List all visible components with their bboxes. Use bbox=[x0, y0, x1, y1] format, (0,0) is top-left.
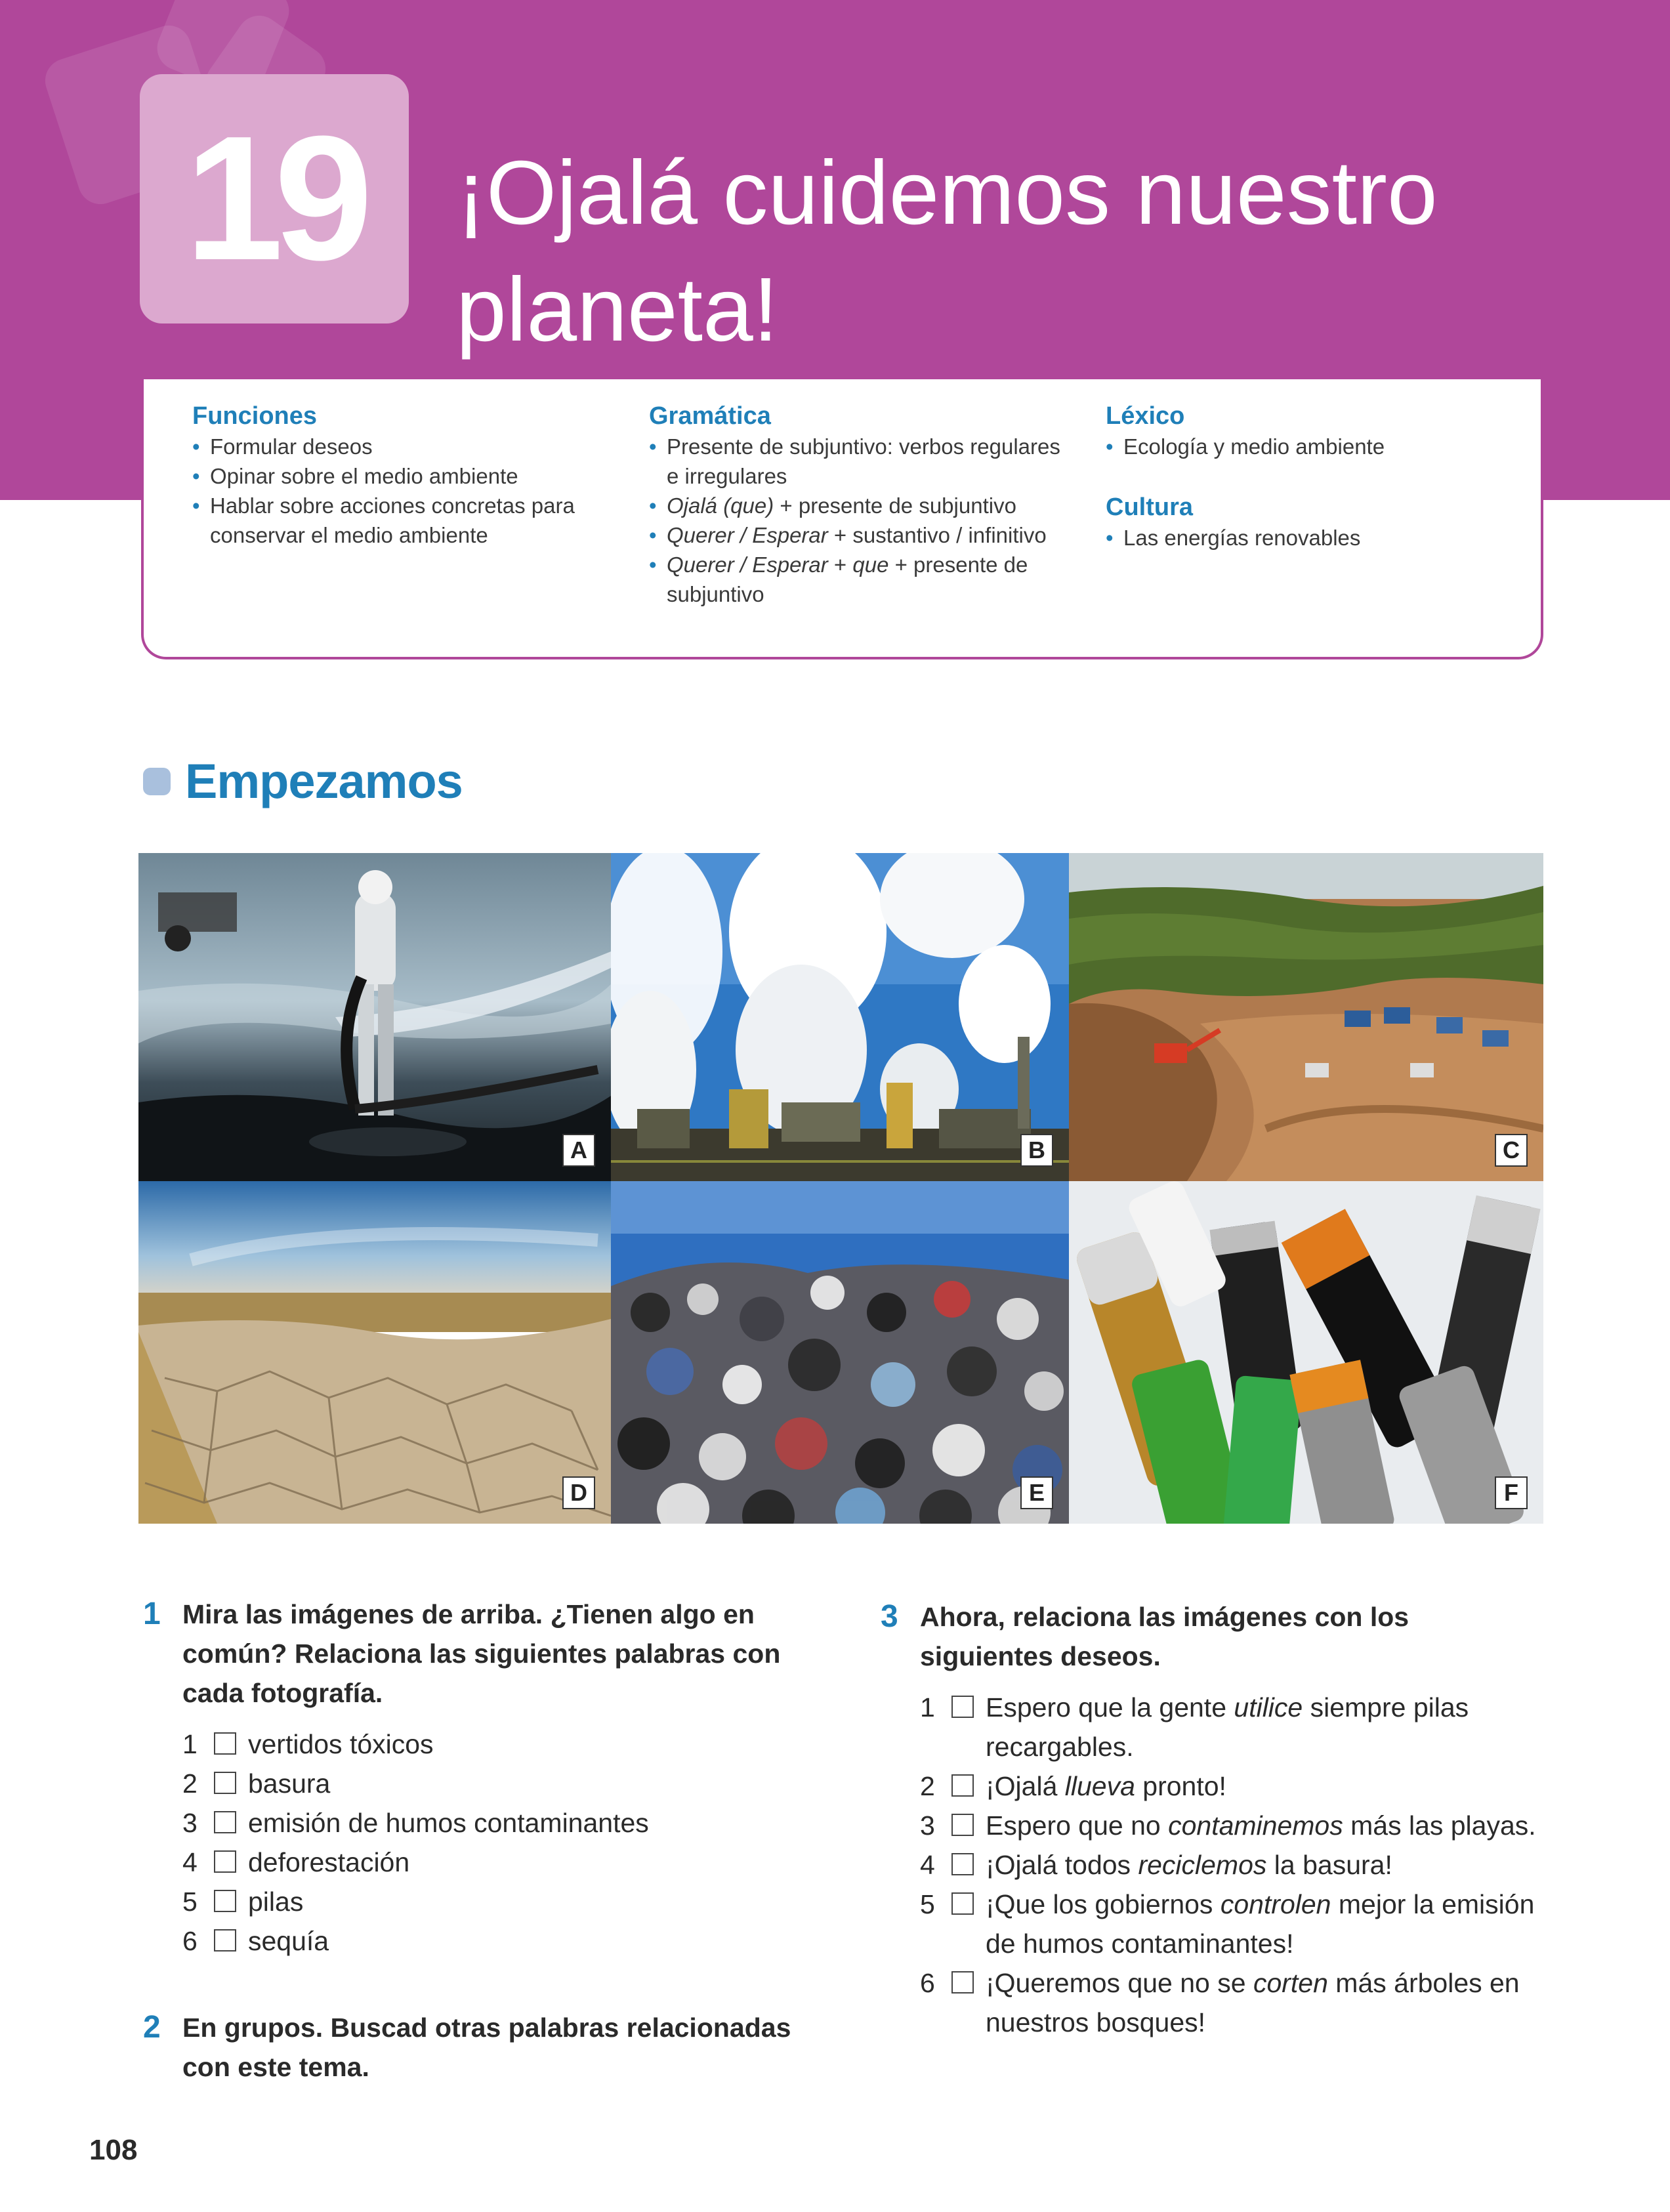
gramatica-column bbox=[649, 400, 1069, 609]
funciones-heading: Funciones bbox=[192, 402, 318, 430]
item-text-em: contaminemos bbox=[1168, 1810, 1343, 1841]
list-item bbox=[920, 1688, 1543, 1766]
unit-title-line2: planeta! bbox=[456, 259, 779, 360]
exercise-prompt: Ahora, relaciona las imágenes con los siguientes deseos. bbox=[920, 1602, 1409, 1671]
gramatica-item bbox=[649, 520, 1069, 550]
item-text-post: mejor la emisión de humos contaminantes! bbox=[986, 1889, 1535, 1959]
item-number: 6 bbox=[182, 1926, 198, 1956]
list-item bbox=[920, 1963, 1543, 2042]
lexico-list bbox=[1106, 432, 1499, 461]
cultura-heading: Cultura bbox=[1106, 493, 1193, 521]
lexico-item: • Ecología y medio ambiente bbox=[1106, 432, 1499, 461]
item-text-pre: ¡Ojalá todos bbox=[986, 1850, 1138, 1880]
gramatica-italic: Querer / Esperar bbox=[667, 523, 828, 547]
exercise-prompt: Mira las imágenes de arriba. ¿Tienen algo en común? Relaciona las siguientes palabras con cada fotografía. bbox=[182, 1599, 781, 1708]
item-text: sequía bbox=[248, 1926, 329, 1956]
gramatica-item bbox=[649, 550, 1069, 609]
list-item bbox=[182, 1843, 799, 1882]
item-text-pre: Espero que la gente bbox=[986, 1692, 1234, 1722]
answer-checkbox[interactable] bbox=[951, 1774, 974, 1797]
gramatica-italic: Ojalá (que) bbox=[667, 493, 774, 518]
exercise-3-list bbox=[881, 1688, 1543, 2042]
gramatica-italic: que bbox=[852, 553, 889, 577]
answer-checkbox[interactable] bbox=[214, 1732, 236, 1755]
answer-checkbox[interactable] bbox=[951, 1971, 974, 1993]
item-number: 6 bbox=[920, 1968, 935, 1998]
item-number: 2 bbox=[920, 1771, 935, 1801]
answer-checkbox[interactable] bbox=[951, 1892, 974, 1915]
item-text-em: corten bbox=[1253, 1968, 1328, 1998]
item-text: deforestación bbox=[248, 1847, 410, 1877]
item-text-pre: ¡Que los gobiernos bbox=[986, 1889, 1221, 1919]
photo-label: F bbox=[1495, 1476, 1528, 1509]
exercise-prompt: En grupos. Buscad otras palabras relacionadas con este tema. bbox=[182, 2013, 791, 2082]
cultura-list bbox=[1106, 523, 1499, 553]
unit-number-box bbox=[140, 74, 409, 323]
gramatica-item bbox=[649, 432, 1069, 491]
list-item bbox=[920, 1845, 1543, 1885]
item-text-post: más árboles en nuestros bosques! bbox=[986, 1968, 1520, 2037]
answer-checkbox[interactable] bbox=[951, 1814, 974, 1836]
objectives-box bbox=[141, 379, 1543, 659]
answer-checkbox[interactable] bbox=[214, 1890, 236, 1912]
funciones-list bbox=[192, 432, 599, 550]
funciones-item: • Hablar sobre acciones concretas para conservar el medio ambiente bbox=[192, 491, 599, 550]
exercise-number: 1 bbox=[143, 1596, 161, 1631]
batteries-photo-icon bbox=[1069, 1181, 1543, 1524]
item-text-pre: Espero que no bbox=[986, 1810, 1169, 1841]
gramatica-text: Presente de subjuntivo: verbos regulares e irregulares bbox=[667, 434, 1060, 488]
item-number: 1 bbox=[182, 1729, 198, 1759]
item-text-em: utilice bbox=[1234, 1692, 1303, 1722]
gramatica-text: + presente de subjuntivo bbox=[667, 553, 1028, 606]
oil-spill-photo-icon bbox=[138, 853, 611, 1181]
photo-label: B bbox=[1020, 1134, 1053, 1167]
cultura-item: • Las energías renovables bbox=[1106, 523, 1499, 553]
exercise-1-list bbox=[143, 1724, 799, 1961]
funciones-column bbox=[192, 400, 599, 550]
item-number: 4 bbox=[182, 1847, 198, 1877]
list-item bbox=[182, 1882, 799, 1921]
answer-checkbox[interactable] bbox=[214, 1929, 236, 1951]
answer-checkbox[interactable] bbox=[214, 1811, 236, 1833]
exercise-1 bbox=[143, 1595, 799, 1961]
answer-checkbox[interactable] bbox=[214, 1850, 236, 1873]
list-item bbox=[920, 1885, 1543, 1963]
item-text: vertidos tóxicos bbox=[248, 1729, 434, 1759]
funciones-item: • Formular deseos bbox=[192, 432, 599, 461]
item-text-post: siempre pilas recargables. bbox=[986, 1692, 1469, 1762]
list-item bbox=[182, 1764, 799, 1803]
gramatica-text: + sustantivo / infinitivo bbox=[827, 523, 1047, 547]
item-number: 3 bbox=[920, 1810, 935, 1841]
gramatica-italic: Querer / Esperar bbox=[667, 553, 828, 577]
answer-checkbox[interactable] bbox=[951, 1696, 974, 1718]
list-item bbox=[182, 1724, 799, 1764]
item-text: pilas bbox=[248, 1887, 304, 1917]
drought-photo-icon bbox=[138, 1181, 611, 1524]
item-number: 4 bbox=[920, 1850, 935, 1880]
factory-smoke-photo-icon bbox=[611, 853, 1069, 1181]
item-number: 5 bbox=[182, 1887, 198, 1917]
section-bullet-icon bbox=[143, 768, 171, 795]
funciones-item: • Opinar sobre el medio ambiente bbox=[192, 461, 599, 491]
item-text-em: reciclemos bbox=[1138, 1850, 1267, 1880]
lexico-cultura-column bbox=[1106, 400, 1499, 553]
unit-title-line1: ¡Ojalá cuidemos nuestro bbox=[456, 142, 1438, 243]
photo-label: A bbox=[562, 1134, 595, 1167]
photo-d-drought bbox=[138, 1181, 611, 1524]
item-text: basura bbox=[248, 1768, 331, 1799]
unit-number: 19 bbox=[184, 100, 364, 297]
garbage-dump-photo-icon bbox=[611, 1181, 1069, 1524]
page-number: 108 bbox=[89, 2134, 138, 2166]
unit-title bbox=[456, 135, 1572, 368]
answer-checkbox[interactable] bbox=[214, 1772, 236, 1794]
list-item bbox=[920, 1766, 1543, 1806]
exercise-number: 3 bbox=[881, 1599, 898, 1634]
gramatica-list bbox=[649, 432, 1069, 609]
item-text: emisión de humos contaminantes bbox=[248, 1808, 649, 1838]
item-text-pre: ¡Queremos que no se bbox=[986, 1968, 1253, 1998]
item-number: 1 bbox=[920, 1692, 935, 1722]
photo-c-deforestation bbox=[1069, 853, 1543, 1181]
photo-label: E bbox=[1020, 1476, 1053, 1509]
item-text-em: controlen bbox=[1220, 1889, 1331, 1919]
photo-label: D bbox=[562, 1476, 595, 1509]
exercise-2 bbox=[143, 2008, 799, 2087]
item-text-post: la basura! bbox=[1266, 1850, 1392, 1880]
item-number: 2 bbox=[182, 1768, 198, 1799]
item-text-post: pronto! bbox=[1135, 1771, 1226, 1801]
section-title: Empezamos bbox=[185, 754, 463, 808]
list-item bbox=[182, 1803, 799, 1843]
exercise-number: 2 bbox=[143, 2010, 161, 2045]
photo-b-factory-smoke bbox=[611, 853, 1069, 1181]
exercise-3 bbox=[881, 1597, 1543, 2042]
section-heading bbox=[143, 753, 463, 809]
photo-a-oil-spill bbox=[138, 853, 611, 1181]
item-text-post: más las playas. bbox=[1343, 1810, 1536, 1841]
photo-e-garbage-dump bbox=[611, 1181, 1069, 1524]
photo-label: C bbox=[1495, 1134, 1528, 1167]
gramatica-text: + presente de subjuntivo bbox=[774, 493, 1016, 518]
list-item bbox=[182, 1921, 799, 1961]
gramatica-heading: Gramática bbox=[649, 402, 771, 430]
item-number: 3 bbox=[182, 1808, 198, 1838]
item-text-pre: ¡Ojalá bbox=[986, 1771, 1065, 1801]
item-text-em: llueva bbox=[1064, 1771, 1135, 1801]
list-item bbox=[920, 1806, 1543, 1845]
lexico-heading: Léxico bbox=[1106, 402, 1185, 430]
answer-checkbox[interactable] bbox=[951, 1853, 974, 1875]
gramatica-text: + bbox=[827, 553, 853, 577]
gramatica-item bbox=[649, 491, 1069, 520]
item-number: 5 bbox=[920, 1889, 935, 1919]
deforestation-photo-icon bbox=[1069, 853, 1543, 1181]
photo-f-batteries bbox=[1069, 1181, 1543, 1524]
